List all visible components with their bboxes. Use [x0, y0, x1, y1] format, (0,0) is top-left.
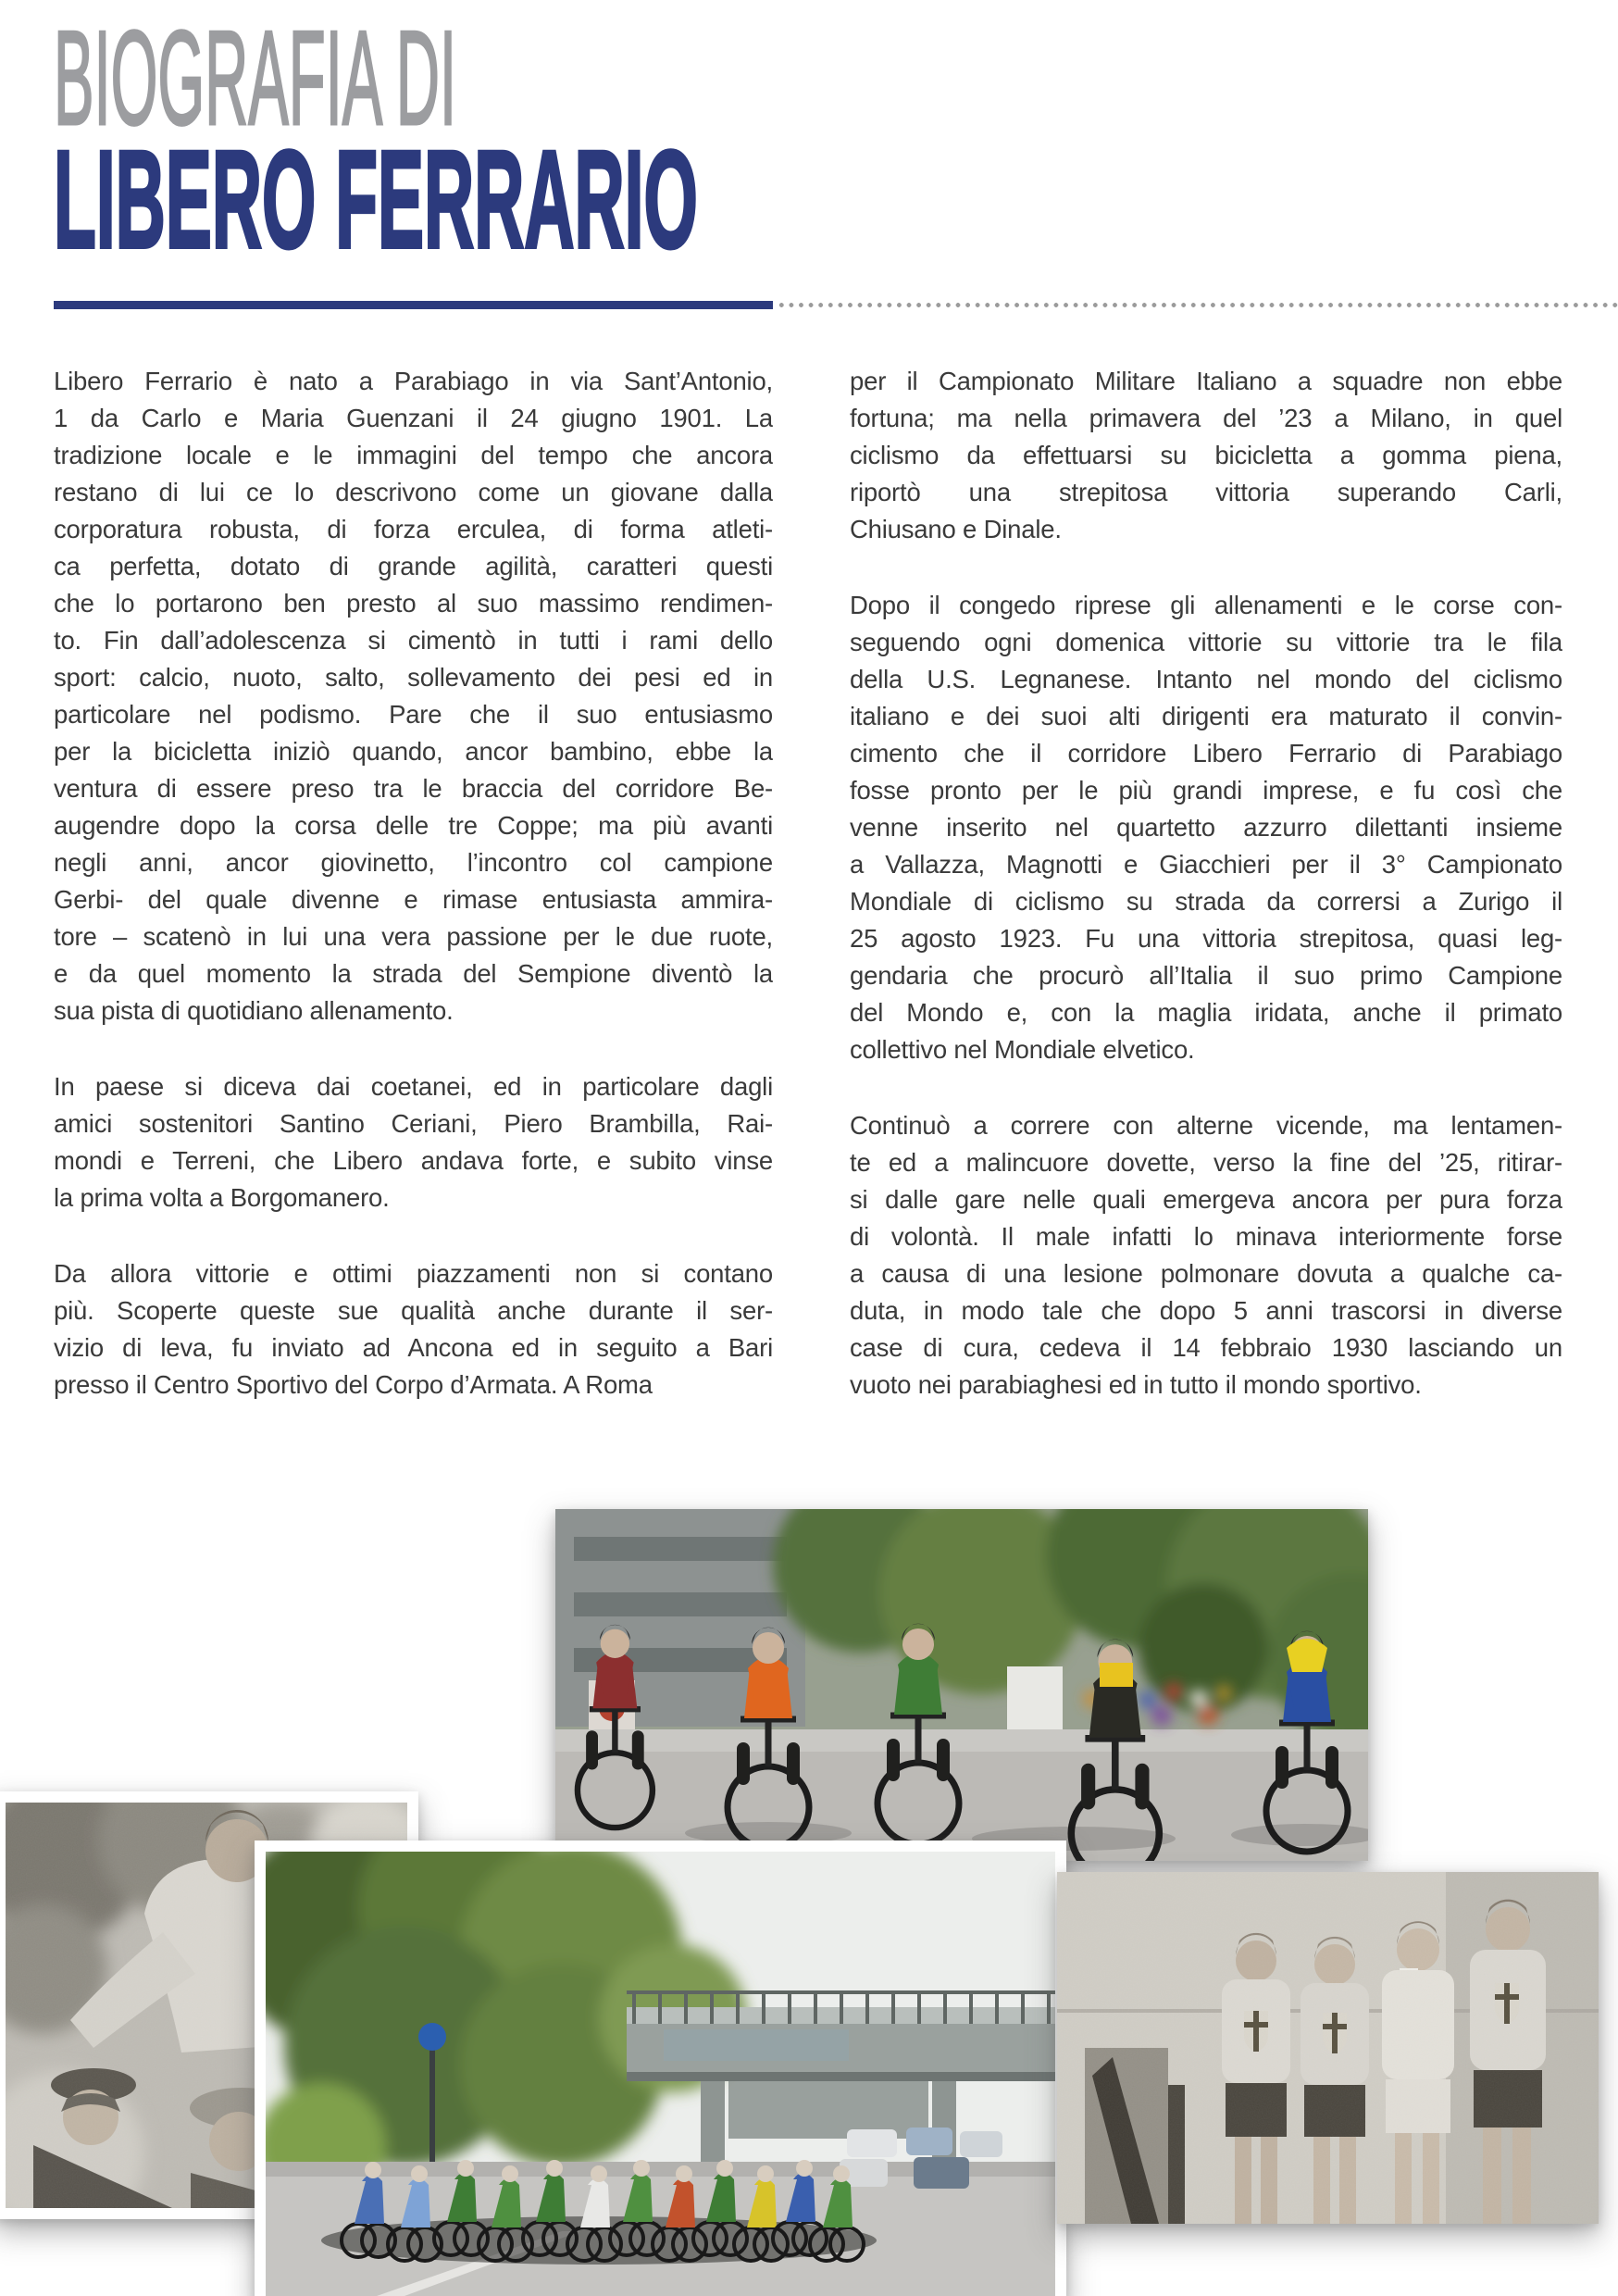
text-line: to. Fin dall’adolescenza si cimentò in tutti i rami dello [54, 626, 773, 655]
text-line: ventura di essere preso tra le braccia del corridore Be- [54, 774, 773, 803]
text-line: Libero Ferrario è nato a Parabiago in via Sant’Antonio, [54, 367, 773, 395]
text-line: Dopo il congedo riprese gli allenamenti e le corse con- [850, 591, 1562, 619]
text-line: fortuna; ma nella primavera del ’23 a Milano, in quel [850, 404, 1562, 432]
text-line: tore – scatenò in lui una vera passione per le due ruote, [54, 922, 773, 951]
text-line: vizio di leva, fu inviato ad Ancona ed in seguito a Bari [54, 1333, 773, 1362]
text-line: negli anni, ancor giovinetto, l’incontro col campione [54, 848, 773, 877]
text-line: restano di lui ce lo descrivono come un giovane dalla [54, 478, 773, 506]
text-line: ca perfetta, dotato di grande agilità, caratteri questi [54, 552, 773, 580]
text-line: italiano e dei suoi alti dirigenti era maturato il convin- [850, 702, 1562, 730]
text-line: presso il Centro Sportivo del Corpo d’Armata. A Roma [54, 1370, 653, 1399]
text-line: seguendo ogni domenica vittorie su vittorie tra le fila [850, 628, 1562, 656]
text-line: più. Scoperte queste sue qualità anche durante il ser- [54, 1296, 773, 1325]
page-title-kicker: BIOGRAFIA DI [54, 3, 457, 153]
photo-azzurri-team-image [1057, 1872, 1599, 2224]
text-line: di volontà. Il male infatti lo minava interiormente forse [850, 1222, 1562, 1251]
text-line: particolare nel podismo. Pare che il suo entusiasmo [54, 700, 773, 729]
text-line: tradizione locale e le immagini del tempo che ancora [54, 441, 773, 469]
text-line: In paese si diceva dai coetanei, ed in particolare dagli [54, 1072, 773, 1101]
text-line: del Mondo e, con la maglia iridata, anche il primato [850, 998, 1562, 1027]
divider-solid-bar [54, 301, 773, 309]
text-column-left [54, 363, 773, 1404]
text-line: gendaria che procurò all’Italia il suo primo Campione [850, 961, 1562, 990]
text-line: cimento che il corridore Libero Ferrario di Parabiago [850, 739, 1562, 767]
paragraph [850, 587, 1562, 1068]
text-line: la prima volta a Borgomanero. [54, 1183, 390, 1212]
text-line: amici sostenitori Santino Ceriani, Piero Brambilla, Rai- [54, 1109, 773, 1138]
text-line: 25 agosto 1923. Fu una vittoria strepitosa, quasi leg- [850, 924, 1562, 953]
text-line: venne inserito nel quartetto azzurro dilettanti insieme [850, 813, 1562, 842]
text-line: per il Campionato Militare Italiano a squadre non ebbe [850, 367, 1562, 395]
paragraph [850, 363, 1562, 548]
text-line: per la bicicletta iniziò quando, ancor bambino, ebbe la [54, 737, 773, 766]
text-line: case di cura, cedeva il 14 febbraio 1930 lasciando un [850, 1333, 1562, 1362]
text-line: e da quel momento la strada del Sempione diventò la [54, 959, 773, 988]
text-line: che lo portarono ben presto al suo massimo rendimen- [54, 589, 773, 618]
photo-race-under-bridge-image [266, 1852, 1055, 2296]
text-line: mondi e Terreni, che Libero andava forte, e subito vinse [54, 1146, 773, 1175]
text-line: della U.S. Legnanese. Intanto nel mondo del ciclismo [850, 665, 1562, 693]
text-line: ciclismo da effettuarsi su bicicletta a gomma piena, [850, 441, 1562, 469]
text-line: a Vallazza, Magnotti e Giacchieri per il 3° Campionato [850, 850, 1562, 879]
text-line: Da allora vittorie e ottimi piazzamenti non si contano [54, 1259, 773, 1288]
text-line: augendre dopo la corsa delle tre Coppe; ma più avanti [54, 811, 773, 840]
text-line: Mondiale di ciclismo su strada da corrersi a Zurigo il [850, 887, 1562, 916]
article-body [54, 363, 1562, 1404]
paragraph [54, 363, 773, 1029]
text-line: duta, in modo tale che dopo 5 anni trascorsi in diverse [850, 1296, 1562, 1325]
text-line: vuoto nei parabiaghesi ed in tutto il mondo sportivo. [850, 1370, 1422, 1399]
photo-azzurri-team [1057, 1872, 1599, 2224]
text-line: Chiusano e Dinale. [850, 515, 1062, 543]
photo-peloton-closeup [555, 1509, 1368, 1861]
text-line: collettivo nel Mondiale elvetico. [850, 1035, 1195, 1064]
text-line: 1 da Carlo e Maria Guenzani il 24 giugno 1901. La [54, 404, 773, 432]
paragraph [54, 1255, 773, 1404]
photo-race-under-bridge [255, 1841, 1066, 2296]
text-line: a causa di una lesione polmonare dovuta a qualche ca- [850, 1259, 1562, 1288]
text-line: sua pista di quotidiano allenamento. [54, 996, 454, 1025]
text-line: Continuò a correre con alterne vicende, ma lentamen- [850, 1111, 1562, 1140]
text-line: te ed a malincuore dovette, verso la fine del ’25, ritirar- [850, 1148, 1562, 1177]
text-line: Gerbi- del quale divenne e rimase entusiasta ammira- [54, 885, 773, 914]
text-line: fosse pronto per le più grandi imprese, e fu così che [850, 776, 1562, 805]
text-column-right [850, 363, 1562, 1404]
photo-peloton-closeup-image [555, 1509, 1368, 1861]
section-divider [54, 301, 1618, 309]
page-title: LIBERO FERRARIO [54, 121, 698, 277]
divider-dotted-line [777, 301, 1618, 309]
text-line: riportò una strepitosa vittoria superando Carli, [850, 478, 1562, 506]
paragraph [54, 1068, 773, 1217]
text-line: sport: calcio, nuoto, salto, sollevamento dei pesi ed in [54, 663, 773, 692]
text-line: corporatura robusta, di forza erculea, di forma atleti- [54, 515, 773, 543]
paragraph [850, 1107, 1562, 1404]
text-line: si dalle gare nelle quali emergeva ancora per pura forza [850, 1185, 1562, 1214]
